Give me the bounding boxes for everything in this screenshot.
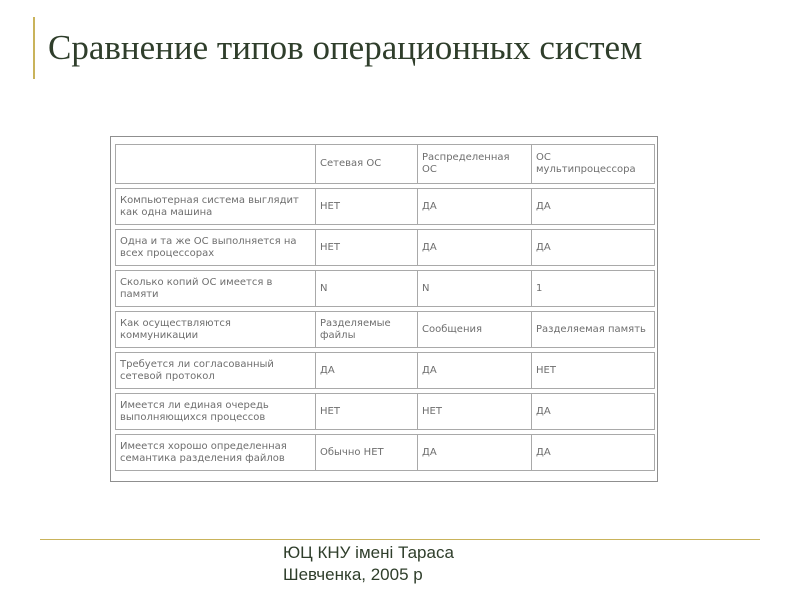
- slide-footer: [283, 542, 454, 586]
- table-cell: Разделяемая память: [531, 311, 655, 348]
- row-label-cell: Как осуществляются коммуникации: [115, 311, 315, 348]
- table-row: [115, 188, 655, 225]
- row-label-cell: Сколько копий ОС имеется в памяти: [115, 270, 315, 307]
- row-label-cell: Требуется ли согласованный сетевой протокол: [115, 352, 315, 389]
- header-cell: [115, 144, 315, 184]
- table-cell: НЕТ: [417, 393, 531, 430]
- title-accent-line: [33, 17, 35, 79]
- table-cell: НЕТ: [315, 188, 417, 225]
- table-row: [115, 270, 655, 307]
- table-row: [115, 352, 655, 389]
- table-cell: ДА: [417, 229, 531, 266]
- comparison-table: [115, 140, 655, 475]
- table-cell: Разделяемые файлы: [315, 311, 417, 348]
- header-cell: Сетевая ОС: [315, 144, 417, 184]
- table-cell: НЕТ: [315, 229, 417, 266]
- header-cell: Распределенная ОС: [417, 144, 531, 184]
- table-cell: Обычно НЕТ: [315, 434, 417, 471]
- table-cell: НЕТ: [315, 393, 417, 430]
- table-cell: ДА: [417, 352, 531, 389]
- table-cell: ДА: [417, 434, 531, 471]
- table-row: [115, 434, 655, 471]
- comparison-table-frame: [110, 136, 658, 482]
- table-cell: НЕТ: [531, 352, 655, 389]
- table-cell: Сообщения: [417, 311, 531, 348]
- row-label-cell: Имеется хорошо определенная семантика разделения файлов: [115, 434, 315, 471]
- row-label-cell: Имеется ли единая очередь выполняющихся процессов: [115, 393, 315, 430]
- table-row: [115, 393, 655, 430]
- table-header-row: [115, 144, 655, 184]
- slide-title: Сравнение типов операционных систем: [48, 28, 643, 67]
- table-cell: ДА: [531, 188, 655, 225]
- table-cell: ДА: [531, 434, 655, 471]
- table-row: [115, 229, 655, 266]
- table-cell: ДА: [315, 352, 417, 389]
- table-cell: N: [417, 270, 531, 307]
- footer-divider: [40, 539, 760, 540]
- header-cell: ОС мультипроцессора: [531, 144, 655, 184]
- footer-line: Шевченка, 2005 р: [283, 565, 423, 584]
- table-cell: ДА: [531, 229, 655, 266]
- table-row: [115, 311, 655, 348]
- table-cell: 1: [531, 270, 655, 307]
- table-cell: ДА: [417, 188, 531, 225]
- footer-line: ЮЦ КНУ імені Тараса: [283, 543, 454, 562]
- table-cell: ДА: [531, 393, 655, 430]
- table-cell: N: [315, 270, 417, 307]
- row-label-cell: Компьютерная система выглядит как одна машина: [115, 188, 315, 225]
- row-label-cell: Одна и та же ОС выполняется на всех процессорах: [115, 229, 315, 266]
